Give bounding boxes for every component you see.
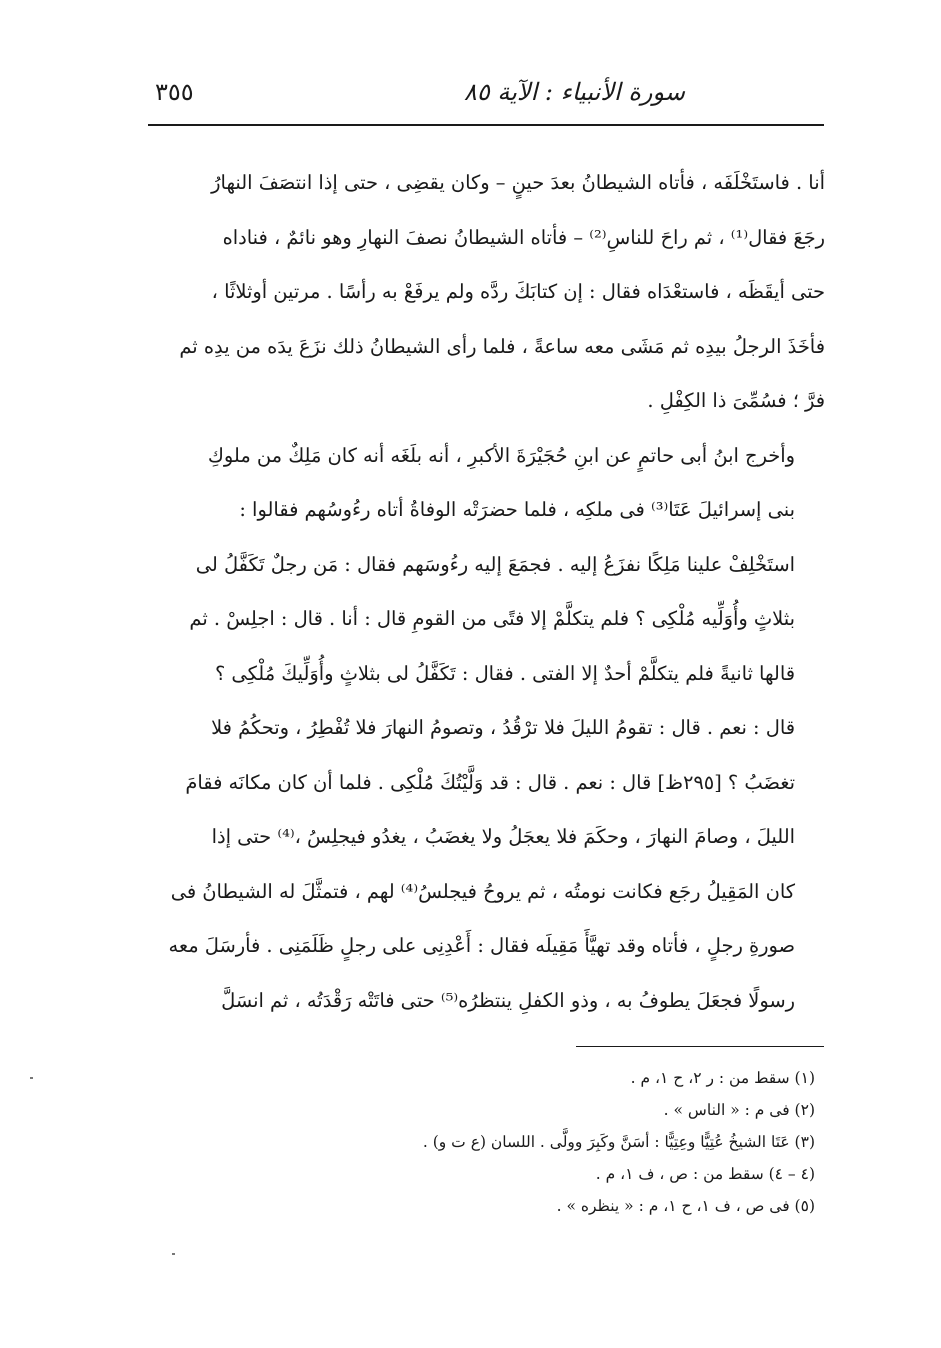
text-line: بثلاثٍ وأُوَلِّيه مُلْكِى ؟ فلم يتكلَّمْ إلا فتًى من القومِ قال : أنا . قال : اجلِسْ . ثم (189, 607, 795, 630)
main-text (135, 156, 825, 1028)
text-line: رجَعَ فقال⁽¹⁾ ، ثم راحَ للناسِ⁽²⁾ – فأتاه الشيطانُ نصفَ النهارِ وهو نائمٌ ، فناداه (222, 225, 825, 249)
footnote-3: (٣) عَتَا الشيخُ عُتِيًّا وعِتِيًّا : أسَنَّ وكَبِرَ وولَّى . اللسان (ع ت و) . (422, 1133, 815, 1151)
footnote-2: (٢) فى م : « الناس » . (663, 1101, 815, 1119)
text-line: فرَّ ؛ فسُمِّىَ ذا الكِفْلِ . (647, 389, 825, 412)
footnote-rule (576, 1046, 824, 1047)
scan-speck (172, 1253, 175, 1255)
text-line: رسولًا فجعَلَ يطوفُ به ، وذو الكفلِ ينتظرُه⁽⁵⁾ حتى فاتَتْه رَقْدَتُه ، ثم انسَلَّ (221, 988, 795, 1012)
text-line: قالها ثانيةً فلم يتكلَّمْ أحدٌ إلا الفتى . فقال : تَكَفَّلُ لى بثلاثٍ وأُوَلِّيكَ مُلْكِى ؟ (214, 661, 795, 685)
text-line: تغضَبُ ؟ [٢٩٥ظ] قال : نعم . قال : قد وَلَّيْتُكَ مُلْكِى . فلما أن كان مكانَه فقامَ (185, 770, 795, 794)
running-title: سورة الأنبياء : الآية ٨٥ (463, 78, 685, 106)
footnotes (200, 1062, 815, 1222)
text-line: وأخرج ابنُ أبى حاتمٍ عن ابنِ حُجَيْرَةَ الأكبرِ ، أنه بلَغَه أنه كان مَلِكٌ من ملوكِ (207, 443, 795, 467)
text-line: استَخْلِفْ علينا مَلِكًا نفزَعُ إليه . فجمَعَ إليه رءُوسَهم فقال : مَن رجلٌ تَكَفَّلُ لى (195, 552, 795, 576)
text-line: صورةِ رجلٍ ، فأتاه وقد تهيَّأَ مَقِيلَه فقال : أَعْدِنِى على رجلٍ ظَلَمَنِى . فأرسَلَ معه (168, 934, 795, 957)
footnote-1: (١) سقط من : ر ٢، ح ١، م . (630, 1069, 815, 1087)
text-line: كان المَقِيلُ رجَع فكانت نومتُه ، ثم يروحُ فيجلسُ⁽⁴⁾ لهم ، فتمثَّلَ له الشيطانُ فى (170, 879, 795, 903)
paragraph-2 (135, 429, 825, 1029)
footnote-4: (٤ – ٤) سقط من : ص ، ف ١، م . (595, 1165, 815, 1183)
paragraph-1 (135, 156, 825, 429)
text-line: بنى إسرائيلَ عَتَا⁽³⁾ فى ملكِه ، فلما حضرَتْه الوفاةُ أتاه رءُوسُهم فقالوا : (239, 498, 795, 521)
text-line: حتى أيقَظَه ، فاستعْدَاه فقال : إن كتابَكَ ردَّه ولم يرفَعْ به رأسًا . مرتين أوثلاثًا ، (211, 280, 825, 303)
header-rule (148, 124, 824, 126)
text-line: أنا . فاستَخْلَفَه ، فأتاه الشيطانُ بعدَ حينٍ – وكان يقضِى ، حتى إذا انتصَفَ النهارُ (211, 171, 825, 194)
footnote-5: (٥) فى ص ، ف ١، ح ١، م : « ينظره » . (556, 1197, 815, 1215)
page-header (150, 60, 820, 116)
scan-speck (30, 1077, 33, 1079)
text-line: الليلَ ، وصامَ النهارَ ، وحكَمَ فلا يعجَلُ ولا يغضَبُ ، يغدُو فيجلِسُ ،⁽⁴⁾ حتى إذا (211, 825, 795, 848)
text-line: قال : نعم . قال : تقومُ الليلَ فلا ترْقُدُ ، وتصومُ النهارَ فلا تُفْطِرُ ، وتحكُمُ فلا (211, 716, 795, 739)
page-number: ٣٥٥ (155, 78, 194, 106)
text-line: فأخَذَ الرجلُ بيدِه ثم مَشَى معه ساعةً ، فلما رأى الشيطانُ ذلك نزَعَ يدَه من يدِه ثم (179, 334, 825, 358)
